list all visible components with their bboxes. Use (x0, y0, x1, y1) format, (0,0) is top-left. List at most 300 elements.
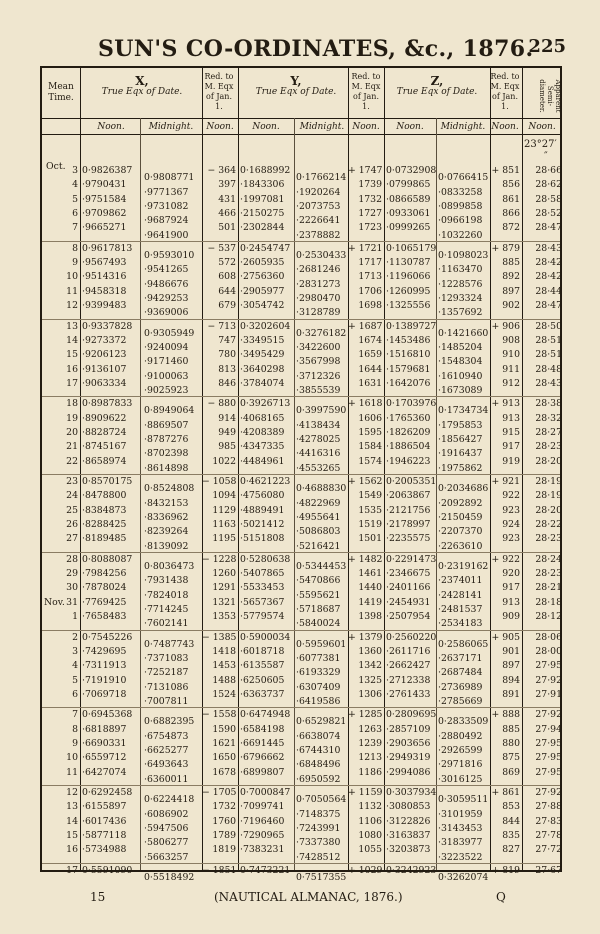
cell-ry: 1263 (358, 723, 382, 735)
cell-rz: 924 (502, 519, 520, 531)
cell-ym: ·4553265 (296, 462, 341, 474)
cell-z: ·1579681 (386, 363, 431, 375)
cell-sd: 28·06 (535, 631, 562, 643)
cell-zm: ·3101959 (438, 808, 483, 820)
cell-ry: 1342 (358, 660, 382, 672)
cell-z: ·0866589 (386, 193, 431, 205)
cell-ry: 1739 (358, 179, 382, 191)
cell-ym: ·4138434 (296, 419, 341, 431)
cell-rx: 466 (218, 208, 236, 220)
cell-ry: 1706 (358, 285, 382, 297)
cell-z: ·2994086 (386, 766, 431, 778)
cell-y: ·5657367 (240, 596, 285, 608)
cell-sd: 28·20 (535, 455, 562, 467)
cell-x: ·8909622 (82, 412, 127, 424)
cell-ym: ·5470866 (296, 575, 341, 587)
cell-sd: 28·19 (535, 490, 562, 502)
cell-zm: ·2926599 (438, 745, 483, 757)
cell-sd: 27·92 (535, 674, 562, 686)
cell-d: 12 (66, 300, 78, 312)
cell-rx: 1022 (212, 455, 236, 467)
x-title: X, (135, 74, 149, 88)
cell-xm: ·8614898 (144, 462, 189, 474)
cell-x: ·7429695 (82, 645, 127, 657)
cell-zm: ·1548304 (438, 356, 483, 368)
cell-zm: ·2374011 (438, 575, 483, 587)
cell-x: ·8745167 (82, 441, 127, 453)
cell-rx: 1129 (212, 504, 236, 516)
cell-rz: 915 (502, 426, 520, 438)
cell-zm: 0·3262074 (438, 871, 489, 883)
cell-x: 0·5591090 (82, 864, 133, 876)
cell-ry: 1732 (358, 193, 382, 205)
cell-x: ·5734988 (82, 844, 127, 856)
cell-rx: − 1385 (202, 631, 237, 643)
cell-rx: 914 (218, 412, 236, 424)
cell-ry: 1440 (358, 582, 382, 594)
cell-rx: 397 (218, 179, 236, 191)
cell-d: 11 (66, 285, 78, 297)
cell-d: 9 (72, 737, 78, 749)
cell-sd: 28·32 (535, 412, 562, 424)
cell-x: 0·9826387 (82, 165, 133, 176)
cell-zm: ·1357692 (438, 307, 483, 319)
cell-x: 0·6945368 (82, 709, 133, 721)
cell-rx: 608 (218, 271, 236, 283)
cell-x: ·9709862 (82, 208, 127, 220)
cell-ym: ·6077381 (296, 653, 341, 665)
cell-zm: ·3016125 (438, 773, 483, 785)
cell-z: ·0799865 (386, 179, 431, 191)
cell-x: 0·8570175 (82, 476, 133, 487)
cell-ry: + 1618 (348, 398, 383, 410)
cell-xm: ·7252187 (144, 667, 189, 679)
cell-z: ·2063867 (386, 490, 431, 502)
cell-ry: + 1379 (348, 631, 383, 643)
cell-xm: ·8787276 (144, 434, 189, 446)
cell-rz: + 906 (491, 320, 520, 332)
cell-x: 0·7545226 (82, 631, 133, 643)
cell-ry: 1584 (358, 441, 382, 453)
cell-z: ·2401166 (386, 582, 431, 594)
cell-z: ·1946223 (386, 455, 431, 467)
cell-ry: 1727 (358, 208, 382, 220)
cell-rz: 880 (502, 737, 520, 749)
cell-rx: 1760 (212, 815, 236, 827)
cell-d: 5 (72, 193, 78, 205)
z-subtitle: True Eqx of Date. (396, 87, 478, 97)
cell-d: 29 (66, 568, 78, 580)
cell-y: ·6135587 (240, 660, 285, 672)
cell-z: ·1325556 (386, 300, 431, 312)
cell-rz: 866 (502, 208, 520, 220)
cell-rz: 911 (502, 363, 520, 375)
cell-sd: 28·23 (535, 568, 562, 580)
cell-rz: 856 (502, 179, 520, 191)
cell-rz: 897 (502, 660, 520, 672)
cell-sd: 27·88 (535, 801, 562, 813)
cell-sd: 27·95 (535, 766, 562, 778)
cell-xm: 0·8036473 (144, 560, 195, 572)
cell-y: 0·5280638 (240, 553, 291, 565)
page-number: 225 (528, 36, 566, 57)
cell-zm: ·2263610 (438, 540, 483, 552)
cell-rx: − 537 (207, 242, 236, 254)
cell-z: 0·1065179 (386, 242, 437, 254)
cell-rx: 1819 (212, 844, 236, 856)
cell-ry: 1535 (358, 504, 382, 516)
cell-ym: ·7428512 (296, 851, 341, 863)
page-title: SUN'S CO-ORDINATES, &c., 1876. (98, 36, 534, 62)
cell-rx: − 1058 (202, 476, 237, 487)
cell-rz: + 913 (491, 398, 520, 410)
cell-z: ·1260995 (386, 285, 431, 297)
cell-xm: ·9486676 (144, 278, 189, 290)
cell-z: ·2178997 (386, 519, 431, 531)
cell-xm: 0·5518492 (144, 871, 195, 883)
cell-ym: ·2226641 (296, 215, 341, 227)
cell-z: 0·2809695 (386, 709, 437, 721)
cell-ry: 1698 (358, 300, 382, 312)
cell-d: 25 (66, 504, 78, 516)
cell-d: 10 (66, 752, 78, 764)
cell-rz: 897 (502, 285, 520, 297)
cell-y: ·3495429 (240, 349, 285, 361)
cell-x: ·9063334 (82, 377, 127, 389)
cell-xm: ·7931438 (144, 575, 189, 587)
cell-d: 30 (66, 582, 78, 594)
cell-rx: 1163 (212, 519, 236, 531)
cell-ym: ·4278025 (296, 434, 341, 446)
y-midnight-label: Midnight. (299, 122, 345, 132)
cell-ym: ·5216421 (296, 540, 341, 552)
cell-sd: 28·48 (535, 363, 562, 375)
cell-ry: 1501 (358, 533, 382, 545)
y-header (238, 76, 354, 98)
cell-z: ·2454931 (386, 596, 431, 608)
cell-xm: 0·8949064 (144, 405, 195, 417)
cell-sd: 28·44 (535, 285, 562, 297)
cell-rx: 1453 (212, 660, 236, 672)
cell-ry: 1519 (358, 519, 382, 531)
cell-zm: ·2150459 (438, 511, 483, 523)
cell-xm: ·9429253 (144, 292, 189, 304)
cell-zm: ·2092892 (438, 497, 483, 509)
cell-ym: ·2681246 (296, 264, 341, 276)
cell-rx: 780 (218, 349, 236, 361)
cell-d: 18 (66, 398, 78, 410)
cell-xm: ·8239264 (144, 526, 189, 538)
cell-zm: ·1610940 (438, 370, 483, 382)
cell-xm: ·6086902 (144, 808, 189, 820)
cell-z: ·1516810 (386, 349, 431, 361)
cell-ym: ·4416316 (296, 448, 341, 460)
cell-ry: + 1747 (348, 165, 383, 176)
cell-ry: + 1482 (348, 553, 383, 565)
cell-rx: 679 (218, 300, 236, 312)
cell-d: 7 (72, 709, 78, 721)
cell-xm: ·7602141 (144, 618, 189, 630)
sd-noon-label: Noon. (528, 122, 556, 132)
cell-ym: ·2831273 (296, 278, 341, 290)
cell-xm: 0·9593010 (144, 249, 195, 261)
cell-rx: 813 (218, 363, 236, 375)
cell-sd: 28·47 (535, 222, 562, 234)
cell-y: ·6363737 (240, 688, 285, 700)
cell-x: ·9273372 (82, 334, 127, 346)
sd-seconds-unit: ″ (544, 151, 548, 162)
rule-sd (522, 68, 523, 870)
cell-rx: 1621 (212, 737, 236, 749)
cell-rz: 909 (502, 611, 520, 623)
z-title: Z, (430, 74, 444, 88)
cell-d: 24 (66, 490, 78, 502)
cell-zm: ·1228576 (438, 278, 483, 290)
cell-d: 6 (72, 208, 78, 220)
cell-d: 6 (72, 688, 78, 700)
cell-sd: 28·62 (535, 179, 562, 191)
cell-y: ·5779574 (240, 611, 285, 623)
cell-rx: 747 (218, 334, 236, 346)
cell-zm: ·1795853 (438, 419, 483, 431)
cell-zm: ·2687484 (438, 667, 483, 679)
cell-rx: 1195 (212, 533, 236, 545)
cell-sd: 28·12 (535, 611, 562, 623)
cell-y: 0·3202604 (240, 320, 291, 332)
cell-z: ·3163837 (386, 830, 431, 842)
cell-d: 27 (66, 533, 78, 545)
cell-ym: ·5840024 (296, 618, 341, 630)
cell-ry: + 1285 (348, 709, 383, 721)
cell-y: ·1843306 (240, 179, 285, 191)
cell-x: 0·6292458 (82, 787, 133, 798)
cell-ym: ·6419586 (296, 696, 341, 708)
cell-xm: ·6625277 (144, 745, 189, 757)
cell-x: ·8288425 (82, 519, 127, 531)
cell-z: ·2903656 (386, 737, 431, 749)
cell-sd: 28·20 (535, 504, 562, 516)
cell-rz: 875 (502, 752, 520, 764)
cell-rz: 923 (502, 504, 520, 516)
cell-xm: ·8432153 (144, 497, 189, 509)
cell-zm: 0·2319162 (438, 560, 489, 572)
cell-rx: 1590 (212, 723, 236, 735)
cell-xm: ·9687924 (144, 215, 189, 227)
cell-rx: 431 (218, 193, 236, 205)
cell-z: ·2712338 (386, 674, 431, 686)
cell-ry: 1644 (358, 363, 382, 375)
cell-rx: − 713 (207, 320, 236, 332)
cell-zm: ·2534183 (438, 618, 483, 630)
cell-x: ·6559712 (82, 752, 127, 764)
cell-z: ·2761433 (386, 688, 431, 700)
cell-rx: 1353 (212, 611, 236, 623)
cell-x: ·8478800 (82, 490, 127, 502)
cell-rz: 901 (502, 645, 520, 657)
cell-d: 3 (72, 165, 78, 176)
cell-sd: 27·92 (535, 709, 562, 721)
cell-ry: 1055 (358, 844, 382, 856)
cell-y: ·1997081 (240, 193, 285, 205)
cell-sd: 27·95 (535, 737, 562, 749)
cell-y: ·2605935 (240, 257, 285, 269)
cell-y: 0·5900034 (240, 631, 291, 643)
cell-zm: ·1032260 (438, 229, 483, 241)
cell-ym: ·4822969 (296, 497, 341, 509)
cell-xm: ·6360011 (144, 773, 189, 785)
subheader-rule (42, 134, 560, 135)
cell-ym: ·6193329 (296, 667, 341, 679)
cell-x: ·7069718 (82, 688, 127, 700)
cell-ry: 1106 (358, 815, 382, 827)
cell-z: ·2507954 (386, 611, 431, 623)
cell-rz: 910 (502, 349, 520, 361)
cell-y: ·4756080 (240, 490, 285, 502)
cell-sd: 28·43 (535, 242, 562, 254)
cell-ry: 1132 (358, 801, 382, 813)
cell-xm: 0·6882395 (144, 716, 195, 728)
cell-zm: 0·1734734 (438, 405, 489, 417)
cell-zm: ·2971816 (438, 759, 483, 771)
cell-d: 17 (66, 864, 78, 876)
cell-rz: + 888 (491, 709, 520, 721)
cell-d: 9 (72, 257, 78, 269)
cell-rz: + 922 (491, 553, 520, 565)
cell-x: ·8828724 (82, 426, 127, 438)
y-noon-label: Noon. (252, 122, 280, 132)
cell-x: ·8189485 (82, 533, 127, 545)
cell-ym: ·6638074 (296, 730, 341, 742)
cell-ry: 1606 (358, 412, 382, 424)
cell-ym: ·3128789 (296, 307, 341, 319)
cell-rx: 1488 (212, 674, 236, 686)
cell-sd: 28·27 (535, 426, 562, 438)
cell-sd: 28·47 (535, 300, 562, 312)
cell-d: 4 (72, 179, 78, 191)
cell-x: ·7769425 (82, 596, 127, 608)
y-subtitle: True Eqx of Date. (255, 87, 337, 97)
cell-y: ·5533453 (240, 582, 285, 594)
cell-z: ·1642076 (386, 377, 431, 389)
cell-ry: 1659 (358, 349, 382, 361)
cell-x: ·7311913 (82, 660, 127, 672)
cell-sd: 28·51 (535, 334, 562, 346)
cell-ym: 0·5959601 (296, 638, 347, 650)
cell-ym: 0·1766214 (296, 172, 347, 184)
cell-sd: 28·43 (535, 377, 562, 389)
cell-xm: ·9731082 (144, 200, 189, 212)
cell-rz: + 879 (491, 242, 520, 254)
cell-sd: 28·66 (535, 165, 562, 176)
cell-rz: 872 (502, 222, 520, 234)
cell-y: 0·3926713 (240, 398, 291, 410)
cell-y: ·3784074 (240, 377, 285, 389)
cell-zm: 0·1421660 (438, 327, 489, 339)
cell-z: ·2235575 (386, 533, 431, 545)
cell-d: 22 (66, 455, 78, 467)
cell-x: ·5877118 (82, 830, 127, 842)
cell-zm: 0·2586065 (438, 638, 489, 650)
cell-rz: 861 (502, 193, 520, 205)
cell-ry: 1213 (358, 752, 382, 764)
cell-x: ·6690331 (82, 737, 127, 749)
cell-d: 23 (66, 476, 78, 487)
cell-y: 0·4621223 (240, 476, 291, 487)
cell-zm: ·0899858 (438, 200, 483, 212)
cell-xm: ·5663257 (144, 851, 189, 863)
red-z-header: Red. to M. Eqx of Jan. 1. (490, 72, 520, 111)
cell-x: ·7658483 (82, 611, 127, 623)
coordinates-table (40, 66, 562, 883)
cell-sd: 28·58 (535, 193, 562, 205)
cell-z: ·2662427 (386, 660, 431, 672)
cell-ym: 0·6529821 (296, 716, 347, 728)
cell-d: 11 (66, 766, 78, 778)
cell-rz: + 921 (491, 476, 520, 487)
cell-zm: ·3223522 (438, 851, 483, 863)
cell-y: ·7290965 (240, 830, 285, 842)
cell-d: 14 (66, 334, 78, 346)
cell-rx: 572 (218, 257, 236, 269)
cell-rz: + 905 (491, 631, 520, 643)
cell-y: ·4484961 (240, 455, 285, 467)
cell-rz: 885 (502, 723, 520, 735)
cell-z: 0·2291473 (386, 553, 437, 565)
cell-y: ·4068165 (240, 412, 285, 424)
cell-rx: − 1228 (202, 553, 237, 565)
cell-d: 28 (66, 553, 78, 565)
cell-x: 0·8987833 (82, 398, 133, 410)
cell-sd: 28·22 (535, 519, 562, 531)
semi-diameter-header: Apparent Semi-diameter. (538, 79, 562, 113)
cell-rz: 920 (502, 568, 520, 580)
cell-xm: ·8139092 (144, 540, 189, 552)
cell-ym: ·3855539 (296, 385, 341, 397)
sd-degree-header: 23°27′ (524, 139, 557, 150)
cell-rz: + 819 (491, 864, 520, 876)
cell-ry: + 1721 (348, 242, 383, 254)
cell-d: 12 (66, 787, 78, 798)
cell-xm: ·5947506 (144, 822, 189, 834)
cell-x: 0·9337828 (82, 320, 133, 332)
cell-x: ·6818897 (82, 723, 127, 735)
cell-ry: 1723 (358, 222, 382, 234)
cell-ym: ·5718687 (296, 603, 341, 615)
cell-y: ·2302844 (240, 222, 285, 234)
cell-d: 7 (72, 222, 78, 234)
cell-xm: ·9100063 (144, 370, 189, 382)
cell-xm: ·5806277 (144, 837, 189, 849)
cell-d: 5 (72, 674, 78, 686)
cell-d: 13 (66, 801, 78, 813)
cell-ry: 1306 (358, 688, 382, 700)
cell-rz: 902 (502, 300, 520, 312)
cell-x: ·9514316 (82, 271, 127, 283)
cell-ry: 1549 (358, 490, 382, 502)
cell-y: ·6018718 (240, 645, 285, 657)
cell-x: ·7191910 (82, 674, 127, 686)
cell-rx: 1094 (212, 490, 236, 502)
cell-d: 26 (66, 519, 78, 531)
cell-d: 8 (72, 242, 78, 254)
footer-center: (NAUTICAL ALMANAC, 1876.) (214, 890, 403, 904)
y-title: Y, (290, 74, 302, 88)
cell-ry: 1674 (358, 334, 382, 346)
cell-z: ·1130787 (386, 257, 431, 269)
cell-d: 14 (66, 815, 78, 827)
cell-sd: 28·52 (535, 208, 562, 220)
cell-rx: 501 (218, 222, 236, 234)
